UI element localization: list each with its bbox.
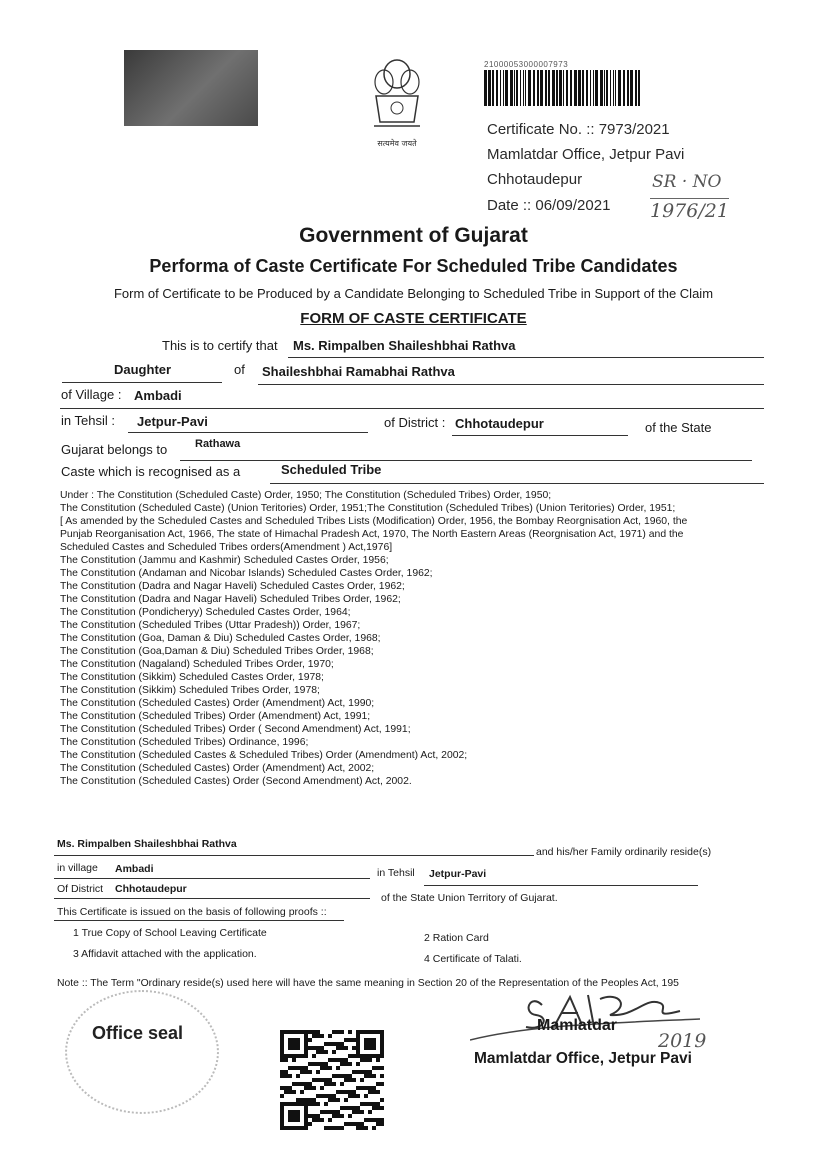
- category-value: Scheduled Tribe: [281, 462, 382, 477]
- village-rule: [60, 408, 764, 409]
- barcode-number: 21000053000007973: [484, 60, 569, 69]
- relation-rule: [62, 382, 222, 383]
- national-emblem-icon: [362, 52, 432, 152]
- res-village-rule: [54, 878, 370, 879]
- community-value: Rathawa: [195, 438, 241, 450]
- order-line: The Constitution (Goa,Daman & Diu) Scheduled Tribes Order, 1968;: [60, 646, 374, 657]
- signatory-title: Mamlatdar: [537, 1017, 618, 1034]
- note-text: Note :: The Term "Ordinary reside(s) used here will have the same meaning in Section 20 of the Representation of the Peoples Act, 195: [57, 978, 679, 989]
- qr-code-icon: [280, 1030, 384, 1130]
- order-line: The Constitution (Scheduled Tribes) Order ( Second Amendment) Act, 1991;: [60, 724, 411, 735]
- office-seal-label: Office seal: [92, 1023, 184, 1043]
- order-line: Scheduled Castes and Scheduled Tribes orders(Amendment ) Act,1976]: [60, 542, 393, 553]
- order-line: [ As amended by the Scheduled Castes and Scheduled Tribes Lists (Modification) Order, 1956, the Bombay Reorgnisation Act, 1960, the: [60, 516, 688, 527]
- res-tehsil-rule: [424, 885, 698, 886]
- barcode-icon: [484, 70, 644, 106]
- office-seal-stamp: [65, 990, 219, 1114]
- order-line: Punjab Reorganisation Act, 1966, The state of Himachal Pradesh Act, 1970, The North Eastern Areas (Reorgnisation Act, 1971) and the: [60, 529, 684, 540]
- order-line: The Constitution (Scheduled Tribes (Uttar Pradesh)) Order, 1967;: [60, 620, 361, 631]
- district-value: Chhotaudepur: [455, 416, 544, 431]
- res-tehsil-label: in Tehsil: [377, 867, 415, 879]
- proof-item: 3 Affidavit attached with the application.: [73, 948, 257, 960]
- emblem-motto: सत्यमेव जयते: [377, 139, 417, 148]
- res-district-rule: [54, 898, 370, 899]
- issuing-office: Mamlatdar Office, Jetpur Pavi: [487, 146, 685, 163]
- issuing-place: Chhotaudepur: [487, 171, 583, 188]
- res-district-label: Of District: [57, 883, 104, 895]
- residence-rule: [54, 855, 534, 856]
- res-tehsil-value: Jetpur-Pavi: [429, 868, 487, 880]
- order-line: The Constitution (Scheduled Tribes) Ordinance, 1996;: [60, 737, 309, 748]
- residence-name: Ms. Rimpalben Shaileshbhai Rathva: [57, 838, 237, 850]
- certify-label: This is to certify that: [162, 338, 278, 353]
- category-rule: [270, 483, 764, 484]
- proofs-heading: This Certificate is issued on the basis of following proofs ::: [57, 906, 327, 918]
- order-line: The Constitution (Andaman and Nicobar Islands) Scheduled Castes Order, 1962;: [60, 568, 433, 579]
- order-line: The Constitution (Dadra and Nagar Haveli) Scheduled Castes Order, 1962;: [60, 581, 405, 592]
- candidate-name: Ms. Rimpalben Shaileshbhai Rathva: [293, 338, 516, 353]
- form-subtitle: Form of Certificate to be Produced by a Candidate Belonging to Scheduled Tribe in Support of the Claim: [113, 286, 714, 301]
- order-line: The Constitution (Scheduled Tribes) Order (Amendment) Act, 1991;: [60, 711, 371, 722]
- proofs-rule: [54, 920, 344, 921]
- order-line: The Constitution (Nagaland) Scheduled Tribes Order, 1970;: [60, 659, 334, 670]
- community-rule: [180, 460, 752, 461]
- government-title: Government of Gujarat: [299, 224, 528, 247]
- family-reside-label: and his/her Family ordinarily reside(s): [536, 846, 712, 858]
- father-rule: [258, 384, 764, 385]
- village-value: Ambadi: [134, 388, 182, 403]
- belongs-label: Gujarat belongs to: [61, 442, 168, 457]
- order-line: The Constitution (Scheduled Castes) Order (Amendment) Act, 2002;: [60, 763, 375, 774]
- handwritten-sr-no: SR · NO: [652, 172, 722, 192]
- order-line: The Constitution (Jammu and Kashmir) Scheduled Castes Order, 1956;: [60, 555, 389, 566]
- certificate-number: Certificate No. :: 7973/2021: [487, 121, 670, 138]
- order-line: The Constitution (Scheduled Castes) Order (Second Amendment) Act, 2002.: [60, 776, 412, 787]
- form-heading: FORM OF CASTE CERTIFICATE: [300, 310, 527, 327]
- order-line: The Constitution (Goa, Daman & Diu) Scheduled Castes Order, 1968;: [60, 633, 381, 644]
- order-line: The Constitution (Pondicheryy) Scheduled Castes Order, 1964;: [60, 607, 351, 618]
- proof-item: 4 Certificate of Talati.: [424, 953, 522, 965]
- res-village-label: in village: [57, 862, 98, 874]
- order-line: The Constitution (Scheduled Castes) Order (Amendment) Act, 1990;: [60, 698, 375, 709]
- performa-title: Performa of Caste Certificate For Scheduled Tribe Candidates: [149, 256, 678, 276]
- order-line: The Constitution (Sikkim) Scheduled Tribes Order, 1978;: [60, 685, 320, 696]
- order-line: The Constitution (Scheduled Castes & Scheduled Tribes) Order (Amendment) Act, 2002;: [60, 750, 468, 761]
- relation: Daughter: [114, 362, 172, 377]
- tehsil-label: in Tehsil :: [61, 413, 115, 428]
- district-label: of District :: [384, 415, 446, 430]
- village-label: of Village :: [61, 387, 122, 402]
- res-district-value: Chhotaudepur: [115, 883, 187, 895]
- handwritten-year: 2019: [658, 1030, 707, 1052]
- tehsil-value: Jetpur-Pavi: [137, 414, 208, 429]
- proof-item: 2 Ration Card: [424, 932, 489, 944]
- recognised-label: Caste which is recognised as a: [61, 464, 241, 479]
- order-line: Under : The Constitution (Scheduled Caste) Order, 1950; The Constitution (Scheduled Tribes) Order, 1950;: [60, 490, 552, 501]
- signatory-office: Mamlatdar Office, Jetpur Pavi: [474, 1050, 692, 1067]
- tehsil-rule: [128, 432, 368, 433]
- candidate-photo: [124, 50, 258, 126]
- res-village-value: Ambadi: [115, 863, 154, 875]
- certificate-date: Date :: 06/09/2021: [487, 197, 611, 214]
- father-name: Shaileshbhai Ramabhai Rathva: [262, 364, 455, 379]
- res-state-text: of the State Union Territory of Gujarat.: [381, 892, 558, 904]
- name-rule: [288, 357, 764, 358]
- constitution-orders-list: [60, 489, 760, 788]
- state-label: of the State: [645, 420, 712, 435]
- proof-item: 1 True Copy of School Leaving Certificate: [73, 927, 267, 939]
- order-line: The Constitution (Sikkim) Scheduled Castes Order, 1978;: [60, 672, 324, 683]
- order-line: The Constitution (Dadra and Nagar Haveli) Scheduled Tribes Order, 1962;: [60, 594, 401, 605]
- order-line: The Constitution (Scheduled Caste) (Union Teritories) Order, 1951;The Constitution (Scheduled Tribes) (Union Teritories) Order, 1951;: [60, 503, 676, 514]
- handwritten-serial: 1976/21: [650, 200, 729, 222]
- of-label: of: [234, 362, 245, 377]
- district-rule: [452, 435, 628, 436]
